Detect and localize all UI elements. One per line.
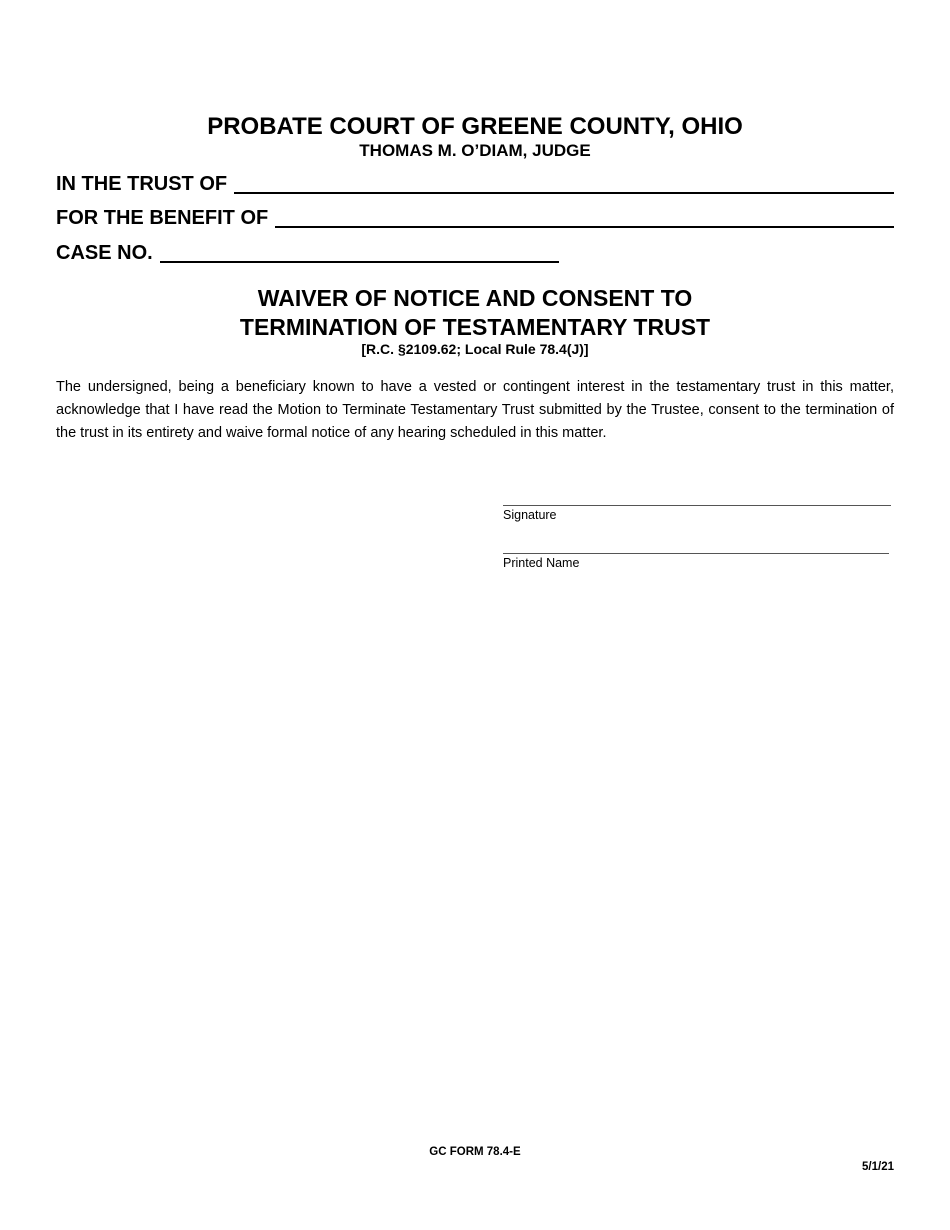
benefit-of-label: FOR THE BENEFIT OF: [56, 207, 269, 229]
signature-line[interactable]: [503, 505, 891, 506]
benefit-of-row: [56, 206, 894, 230]
revision-date: 5/1/21: [862, 1161, 894, 1173]
court-name: PROBATE COURT OF GREENE COUNTY, OHIO: [207, 113, 743, 140]
benefit-of-field[interactable]: [275, 206, 894, 228]
document-title: [0, 284, 950, 342]
case-no-field[interactable]: [160, 241, 559, 263]
trust-of-field[interactable]: [234, 172, 894, 194]
judge-name: THOMAS M. O’DIAM, JUDGE: [359, 141, 591, 160]
case-no-label: CASE NO.: [56, 242, 153, 264]
trust-of-label: IN THE TRUST OF: [56, 173, 228, 195]
document-title-line1: WAIVER OF NOTICE AND CONSENT TO: [257, 285, 693, 311]
printed-name-label: Printed Name: [503, 556, 580, 570]
document-title-line2: TERMINATION OF TESTAMENTARY TRUST: [239, 314, 711, 340]
signature-label: Signature: [503, 508, 557, 522]
consent-paragraph: The undersigned, being a beneficiary known to have a vested or contingent interest in the testamentary trust in this matter, acknowledge that I have read the Motion to Terminate Testamentary Trust submitted by the Trustee, consent to the termination of the trust in its entirety and waive formal notice of any hearing scheduled in this matter.: [56, 379, 894, 441]
case-no-row: [56, 241, 559, 265]
form-number: GC FORM 78.4-E: [429, 1146, 521, 1158]
trust-of-row: [56, 172, 894, 196]
printed-name-line[interactable]: [503, 553, 889, 554]
statute-citation: [R.C. §2109.62; Local Rule 78.4(J)]: [361, 341, 589, 357]
